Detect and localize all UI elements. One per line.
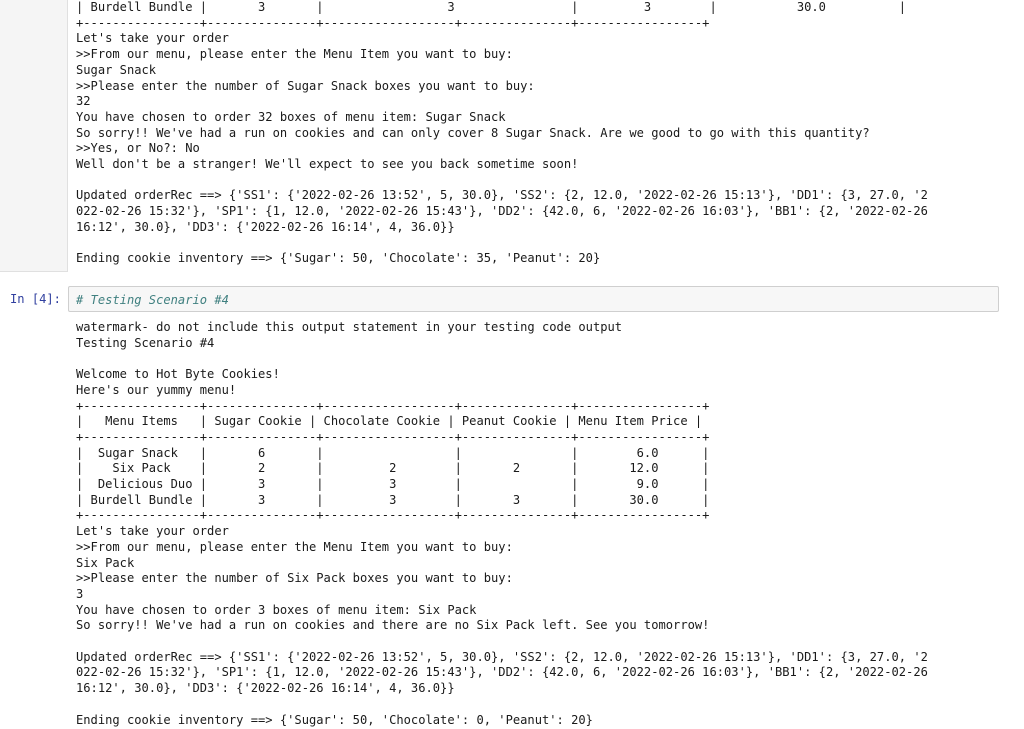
bottom_output-line: watermark- do not include this output statement in your testing code output: [76, 320, 623, 334]
top_output-line: You have chosen to order 32 boxes of menu item: Sugar Snack: [76, 109, 506, 124]
top_output-line: Updated orderRec ==> {'SS1': {'2022-02-26 13:52', 5, 30.0}, 'SS2': {2, 12.0, '2022-02-26 15:13'}, 'DD1': {3, 27.0, '2: [76, 188, 928, 203]
top_output-line: Sugar Snack: [76, 62, 157, 77]
output-gutter: [0, 0, 68, 272]
gutter-divider-bottom: [0, 271, 68, 272]
gutter-divider: [67, 0, 68, 272]
bottom_output-line: Updated orderRec ==> {'SS1': {'2022-02-26 13:52', 5, 30.0}, 'SS2': {2, 12.0, '2022-02-26 15:13'}, 'DD1': {3, 27.0, '2: [76, 649, 928, 664]
top_output-line: >>Please enter the number of Sugar Snack boxes you want to buy:: [76, 78, 535, 93]
top_output-line: >>Yes, or No?: No: [76, 141, 200, 156]
bottom_output-line: | Six Pack | 2 | 2 | 2 | 12.0 |: [76, 461, 710, 476]
bottom_output-line: | Menu Items | Sugar Cookie | Chocolate Cookie | Peanut Cookie | Menu Item Price |: [76, 414, 703, 429]
top_output-line: Let's take your order: [76, 31, 229, 46]
code-cell-input[interactable]: [68, 286, 999, 312]
top_output-line: Ending cookie inventory ==> {'Sugar': 50, 'Chocolate': 35, 'Peanut': 20}: [76, 251, 601, 266]
bottom_output-line: 3: [76, 586, 84, 601]
top_output-line: Well don't be a stranger! We'll expect to see you back sometime soon!: [76, 157, 579, 172]
bottom_output-line: | Delicious Duo | 3 | 3 | | 9.0 |: [76, 477, 710, 492]
previous-output-text: [76, 0, 928, 267]
bottom_output-line: | Sugar Snack | 6 | | | 6.0 |: [76, 445, 710, 460]
bottom_output-line: | Burdell Bundle | 3 | 3 | 3 | 30.0 |: [76, 492, 710, 507]
bottom_output-line: 022-02-26 15:32'}, 'SP1': {1, 12.0, '2022-02-26 15:43'}, 'DD2': {42.0, 6, '2022-02-26 16:03'}, 'BB1': {2, '2022-02-26: [76, 665, 928, 680]
cell-output-text: [76, 320, 928, 728]
top_output-line: 022-02-26 15:32'}, 'SP1': {1, 12.0, '2022-02-26 15:43'}, 'DD2': {42.0, 6, '2022-02-26 16:03'}, 'BB1': {2, '2022-02-26: [76, 204, 928, 219]
cell-prompt: In [4]:: [10, 292, 61, 306]
bottom_output-line: Testing Scenario #4: [76, 335, 215, 350]
bottom_output-line: Ending cookie inventory ==> {'Sugar': 50, 'Chocolate': 0, 'Peanut': 20}: [76, 712, 593, 727]
bottom_output-line: +----------------+---------------+------------------+---------------+-----------------+: [76, 429, 710, 444]
code-comment: # Testing Scenario #4: [76, 293, 229, 307]
bottom_output-line: Six Pack: [76, 555, 135, 570]
bottom_output-line: >>From our menu, please enter the Menu Item you want to buy:: [76, 539, 513, 554]
bottom_output-line: Welcome to Hot Byte Cookies!: [76, 367, 280, 382]
top_output-line: | Burdell Bundle | 3 | 3 | 3 | 30.0 |: [76, 0, 907, 14]
bottom_output-line: +----------------+---------------+------------------+---------------+-----------------+: [76, 508, 710, 523]
bottom_output-line: Let's take your order: [76, 524, 229, 539]
top_output-line: >>From our menu, please enter the Menu Item you want to buy:: [76, 47, 513, 62]
bottom_output-line: Here's our yummy menu!: [76, 382, 237, 397]
bottom_output-line: 16:12', 30.0}, 'DD3': {'2022-02-26 16:14', 4, 36.0}}: [76, 681, 455, 696]
bottom_output-line: You have chosen to order 3 boxes of menu item: Six Pack: [76, 602, 477, 617]
top_output-line: 16:12', 30.0}, 'DD3': {'2022-02-26 16:14', 4, 36.0}}: [76, 219, 455, 234]
top_output-line: 32: [76, 94, 91, 109]
bottom_output-line: +----------------+---------------+------------------+---------------+-----------------+: [76, 398, 710, 413]
bottom_output-line: So sorry!! We've had a run on cookies and there are no Six Pack left. See you tomorrow!: [76, 618, 710, 633]
previous-output-cell: [0, 0, 1024, 272]
top_output-line: So sorry!! We've had a run on cookies and can only cover 8 Sugar Snack. Are we good to go with this quantity?: [76, 125, 870, 140]
bottom_output-line: >>Please enter the number of Six Pack boxes you want to buy:: [76, 571, 513, 586]
top_output-line: +----------------+---------------+------------------+---------------+-----------------+: [76, 15, 710, 30]
